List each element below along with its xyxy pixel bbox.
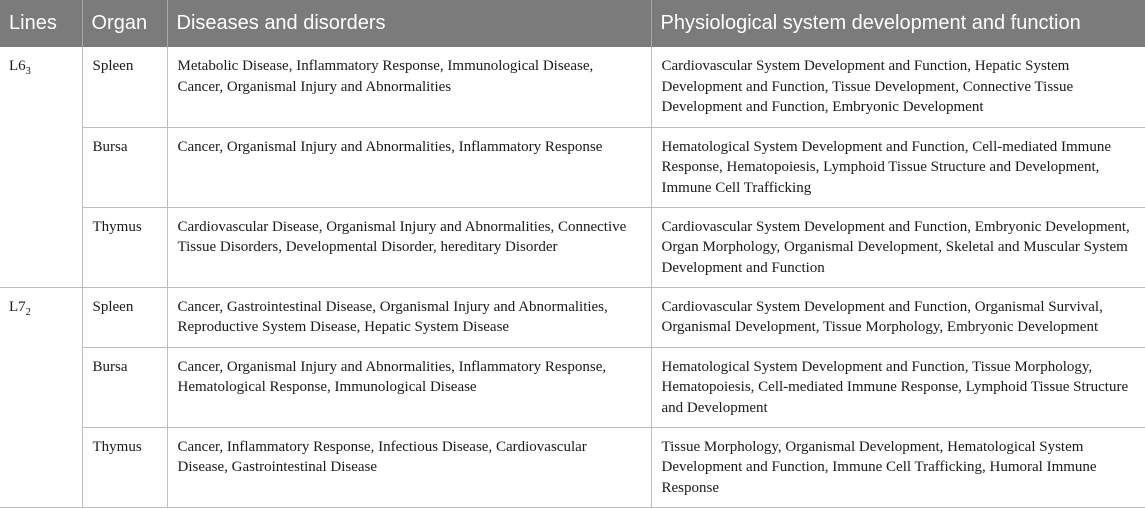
diseases-cell: Cancer, Organismal Injury and Abnormalities, Inflammatory Response (167, 127, 651, 207)
diseases-cell: Metabolic Disease, Inflammatory Response, Immunological Disease, Cancer, Organismal Injury and Abnormalities (167, 47, 651, 127)
physiological-cell: Hematological System Development and Function, Tissue Morphology, Hematopoiesis, Cell-mediated Immune Response, Lymphoid Tissue Structure and Development (651, 347, 1145, 427)
header-physiological: Physiological system development and function (651, 0, 1145, 47)
table-row (0, 127, 1145, 207)
physiological-cell: Tissue Morphology, Organismal Development, Hematological System Development and Function, Immune Cell Trafficking, Humoral Immune Response (651, 427, 1145, 507)
table-row (0, 347, 1145, 427)
header-organ: Organ (82, 0, 167, 47)
organ-cell: Thymus (82, 427, 167, 507)
header-lines: Lines (0, 0, 82, 47)
organ-cell: Spleen (82, 47, 167, 127)
line-subscript: 3 (25, 66, 31, 77)
table-row (0, 427, 1145, 507)
table-row (0, 207, 1145, 287)
table-row (0, 287, 1145, 347)
line-subscript: 2 (25, 306, 31, 318)
header-diseases: Diseases and disorders (167, 0, 651, 47)
line-label: L7 (9, 298, 26, 315)
diseases-cell: Cancer, Gastrointestinal Disease, Organismal Injury and Abnormalities, Reproductive System Disease, Hepatic System Disease (167, 287, 651, 347)
organ-cell: Bursa (82, 347, 167, 427)
header-row (0, 0, 1145, 47)
line-label: L6 (9, 58, 26, 74)
physiological-cell: Hematological System Development and Function, Cell-mediated Immune Response, Hematopoiesis, Lymphoid Tissue Structure and Development, Immune Cell Trafficking (651, 127, 1145, 207)
physiological-cell: Cardiovascular System Development and Function, Embryonic Development, Organ Morphology, Organismal Development, Skeletal and Muscular System Development and Function (651, 207, 1145, 287)
diseases-cell: Cardiovascular Disease, Organismal Injury and Abnormalities, Connective Tissue Disorders, Developmental Disorder, hereditary Disorder (167, 207, 651, 287)
table-row (0, 47, 1145, 127)
diseases-cell: Cancer, Inflammatory Response, Infectious Disease, Cardiovascular Disease, Gastrointestinal Disease (167, 427, 651, 507)
organ-cell: Thymus (82, 207, 167, 287)
organ-cell: Spleen (82, 287, 167, 347)
diseases-cell: Cancer, Organismal Injury and Abnormalities, Inflammatory Response, Hematological Response, Immunological Disease (167, 347, 651, 427)
line-cell-l7 (0, 287, 82, 507)
physiological-cell: Cardiovascular System Development and Function, Hepatic System Development and Function, Tissue Development, Connective Tissue Development and Function, Embryonic Development (651, 47, 1145, 127)
line-cell-l6 (0, 47, 82, 287)
physiological-cell: Cardiovascular System Development and Function, Organismal Survival, Organismal Development, Tissue Morphology, Embryonic Development (651, 287, 1145, 347)
organ-cell: Bursa (82, 127, 167, 207)
